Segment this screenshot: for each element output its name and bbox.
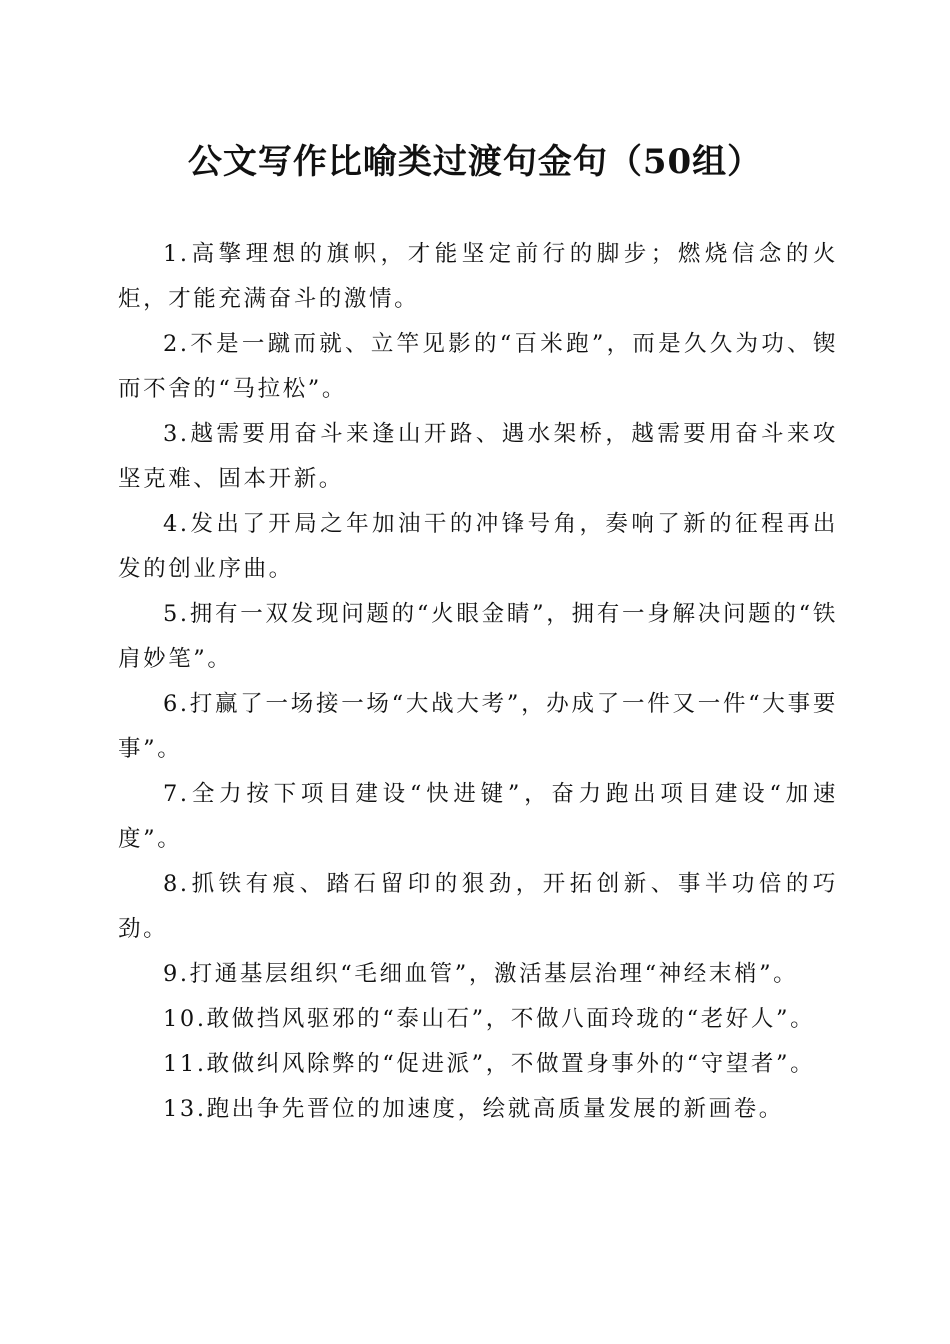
paragraph-4: 4.发出了开局之年加油干的冲锋号角，奏响了新的征程再出发的创业序曲。 <box>118 511 838 582</box>
paragraph-6: 6.打赢了一场接一场“大战大考”，办成了一件又一件“大事要事”。 <box>118 691 838 762</box>
document-title: 公文写作比喻类过渡句金句（50组） <box>187 142 763 182</box>
paragraph-2: 2.不是一蹴而就、立竿见影的“百米跑”，而是久久为功、锲而不舍的“马拉松”。 <box>118 331 838 402</box>
paragraph-7: 7.全力按下项目建设“快进键”，奋力跑出项目建设“加速度”。 <box>118 781 838 852</box>
paragraph-3: 3.越需要用奋斗来逢山开路、遇水架桥，越需要用奋斗来攻坚克难、固本开新。 <box>118 421 838 492</box>
paragraph-11: 11.敢做纠风除弊的“促进派”，不做置身事外的“守望者”。 <box>163 1051 816 1077</box>
paragraph-5: 5.拥有一双发现问题的“火眼金睛”，拥有一身解决问题的“铁肩妙笔”。 <box>118 601 838 672</box>
paragraph-13: 13.跑出争先晋位的加速度，绘就高质量发展的新画卷。 <box>163 1096 784 1122</box>
paragraph-1: 1.高擎理想的旗帜，才能坚定前行的脚步；燃烧信念的火炬，才能充满奋斗的激情。 <box>118 241 838 312</box>
paragraph-9: 9.打通基层组织“毛细血管”，激活基层治理“神经末梢”。 <box>163 961 799 987</box>
paragraph-10: 10.敢做挡风驱邪的“泰山石”，不做八面玲珑的“老好人”。 <box>163 1006 816 1032</box>
document-body <box>118 232 838 1132</box>
paragraph-8: 8.抓铁有痕、踏石留印的狠劲，开拓创新、事半功倍的巧劲。 <box>118 871 838 942</box>
